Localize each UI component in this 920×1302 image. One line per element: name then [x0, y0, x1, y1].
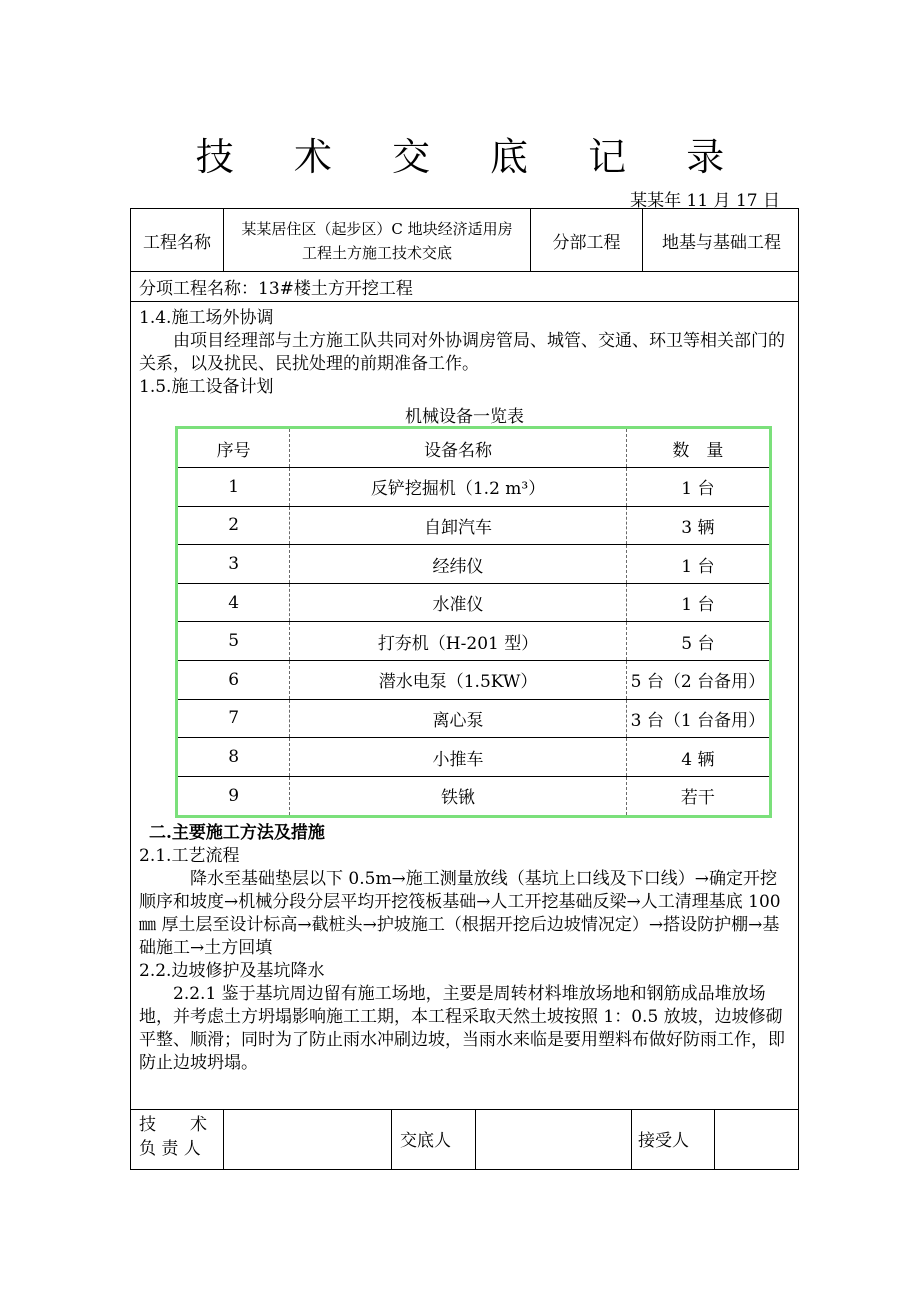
equipment-quantity: 1 台	[626, 545, 770, 584]
col-divider	[631, 1109, 632, 1170]
table-row	[177, 622, 771, 661]
equipment-name: 潜水电泵（1.5KW）	[290, 661, 626, 700]
table-header-row	[177, 428, 771, 468]
row-index: 1	[177, 468, 290, 507]
equipment-name: 水准仪	[290, 583, 626, 622]
record-form	[130, 208, 799, 1170]
equipment-name: 打夯机（H-201 型）	[290, 622, 626, 661]
row-index: 6	[177, 661, 290, 700]
section-2-2-heading: 2.2.边坡修护及基坑降水	[139, 961, 325, 981]
record-date: 某某年 11 月 17 日	[630, 191, 780, 211]
subitem-name: 分项工程名称：13#楼土方开挖工程	[139, 278, 413, 299]
table-row	[177, 583, 771, 622]
row-index: 4	[177, 583, 290, 622]
project-name-value	[224, 212, 530, 270]
equipment-name: 小推车	[290, 738, 626, 777]
tech-lead-label	[139, 1113, 219, 1161]
row-index: 5	[177, 622, 290, 661]
row-index: 9	[177, 776, 290, 816]
equipment-quantity: 5 台（2 台备用）	[626, 661, 770, 700]
equipment-name: 经纬仪	[290, 545, 626, 584]
project-name-line1: 某某居住区（起步区）C 地块经济适用房	[241, 220, 513, 238]
equipment-name: 反铲挖掘机（1.2 m³）	[290, 468, 626, 507]
section-2-2-text: 2.2.1 鉴于基坑周边留有施工场地，主要是周转材料堆放场地和钢筋成品堆放场地，并考虑土方坍塌影响施工工期，本工程采取天然土坡按照 1：0.5 放坡，边坡修砌平整、顺滑；同时为了防止雨水冲刷边坡，当雨水来临是要用塑料布做好防雨工作，即防止边坡坍塌。	[139, 984, 785, 1073]
section-1-4	[139, 307, 790, 399]
project-name-line2: 工程土方施工技术交底	[301, 244, 452, 262]
row-divider	[131, 1109, 798, 1110]
discloser-label: 交底人	[400, 1131, 451, 1151]
table-row	[177, 738, 771, 777]
section-2	[139, 822, 790, 1075]
tech-lead-label-line1: 技 术	[139, 1115, 207, 1135]
equipment-quantity: 3 台（1 台备用）	[626, 699, 770, 738]
table-row	[177, 699, 771, 738]
table-row	[177, 468, 771, 507]
col-divider	[391, 1109, 392, 1170]
equipment-name: 铁锹	[290, 776, 626, 816]
table-row	[177, 506, 771, 545]
equipment-quantity: 3 辆	[626, 506, 770, 545]
equipment-quantity: 若干	[626, 776, 770, 816]
table-row	[177, 661, 771, 700]
section-2-1-text: 降水至基础垫层以下 0.5m→施工测量放线（基坑上口线及下口线）→确定开挖顺序和坡度→机械分段分层平均开挖筏板基础→人工开挖基础反梁→人工清理基底 100㎜ 厚土层至设计标高→截桩头→护坡施工（根据开挖后边坡情况定）→搭设防护棚→基础施工→土方回填	[139, 869, 781, 958]
equipment-table-title: 机械设备一览表	[405, 407, 524, 427]
row-index: 7	[177, 699, 290, 738]
equipment-table	[175, 426, 772, 818]
col-divider	[475, 1109, 476, 1170]
col-divider	[714, 1109, 715, 1170]
table-row	[177, 545, 771, 584]
project-name-label: 工程名称	[143, 232, 211, 253]
row-divider	[131, 301, 798, 302]
col-divider	[223, 1109, 224, 1170]
equipment-quantity: 1 台	[626, 468, 770, 507]
column-header: 数 量	[626, 428, 770, 468]
equipment-name: 离心泵	[290, 699, 626, 738]
equipment-quantity: 4 辆	[626, 738, 770, 777]
section-1-4-heading: 1.4.施工场外协调	[139, 308, 274, 328]
section-2-heading: 二.主要施工方法及措施	[149, 823, 325, 843]
document-title: 技 术 交 底 记 录	[195, 135, 749, 179]
division-value: 地基与基础工程	[662, 232, 781, 253]
equipment-name: 自卸汽车	[290, 506, 626, 545]
equipment-quantity: 5 台	[626, 622, 770, 661]
row-index: 8	[177, 738, 290, 777]
equipment-quantity: 1 台	[626, 583, 770, 622]
tech-lead-label-line2: 负 责 人	[139, 1139, 201, 1159]
column-header: 序号	[177, 428, 290, 468]
section-1-4-text: 由项目经理部与土方施工队共同对外协调房管局、城管、交通、环卫等相关部门的关系，以及扰民、民扰处理的前期准备工作。	[139, 331, 785, 374]
section-1-5-heading: 1.5.施工设备计划	[139, 377, 274, 397]
column-header: 设备名称	[290, 428, 626, 468]
row-index: 3	[177, 545, 290, 584]
row-index: 2	[177, 506, 290, 545]
table-row	[177, 776, 771, 816]
section-2-1-heading: 2.1.工艺流程	[139, 846, 240, 866]
division-label: 分部工程	[552, 232, 621, 253]
receiver-label: 接受人	[638, 1131, 689, 1151]
